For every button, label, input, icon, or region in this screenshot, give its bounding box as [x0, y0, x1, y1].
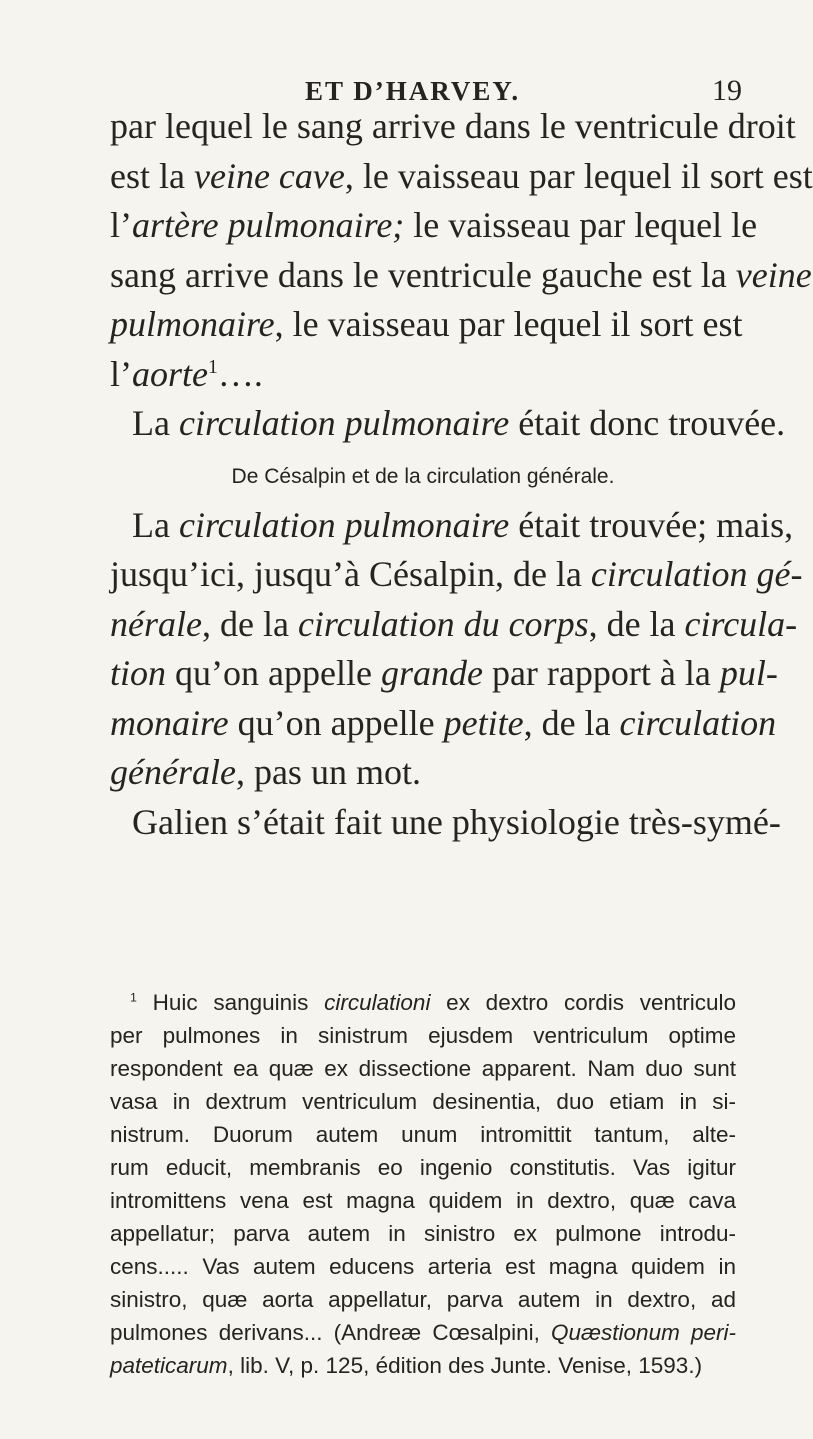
text-line: est la veine cave, le vaisseau par lequel il sort est — [110, 155, 813, 196]
paragraph-3 — [110, 798, 781, 848]
footnote-line: $^1$ Huic sanguinis circulationi ex dextro cordis ventriculo — [130, 990, 736, 1015]
text-line: jusqu’ici, jusqu’à Césalpin, de la circulation gé- — [110, 554, 803, 594]
footnote-line: rum educit, membranis eo ingenio constitutis. Vas igitur — [110, 1155, 736, 1180]
footnote-line: pateticarum, lib. V, p. 125, édition des Junte. Venise, 1593.) — [110, 1353, 703, 1378]
footnote — [110, 986, 736, 1382]
footnote-line: appellatur; parva autem in sinistro ex pulmone introdu- — [110, 1221, 736, 1246]
text-line: l’aorte$^1$…. — [110, 353, 263, 394]
text-line: La circulation pulmonaire était donc trouvée. — [132, 403, 786, 443]
footnote-line: cens..... Vas autem educens arteria est magna quidem in — [110, 1254, 736, 1279]
text-line: La circulation pulmonaire était trouvée; mais, — [132, 504, 794, 545]
page-number: 19 — [712, 74, 742, 107]
footnote-line: sinistro, quæ aorta appellatur, parva autem in dextro, ad — [110, 1287, 736, 1312]
paragraph-1 — [110, 102, 813, 449]
text-line: pulmonaire, le vaisseau par lequel il sort est — [110, 304, 743, 344]
footnote-line: pulmones derivans... (Andreæ Cœsalpini, Quæstionum peri- — [110, 1320, 736, 1345]
footnote-line: respondent ea quæ ex dissectione apparent. Nam duo sunt — [110, 1056, 736, 1081]
section-subheading: De Césalpin et de la circulation générale. — [231, 464, 615, 488]
text-line: sang arrive dans le ventricule gauche est la veine — [110, 254, 812, 295]
text-line: nérale, de la circulation du corps, de la circula- — [110, 603, 798, 644]
footnote-reference: 1 — [208, 355, 218, 378]
footnote-line: nistrum. Duorum autem unum intromittit tantum, alte- — [110, 1122, 736, 1147]
text-line: générale, pas un mot. — [110, 752, 421, 792]
main-text — [110, 102, 813, 847]
text-line: l’artère pulmonaire; le vaisseau par lequel le — [110, 205, 758, 245]
running-head-title: ET D’HARVEY. — [305, 76, 521, 106]
footnote-line: intromittens vena est magna quidem in dextro, quæ cava — [110, 1188, 736, 1213]
footnote-line: per pulmones in sinistrum ejusdem ventriculum optime — [110, 1023, 736, 1048]
paragraph-2 — [110, 501, 803, 798]
text-line: tion qu’on appelle grande par rapport à la pul- — [110, 653, 778, 693]
footnote-marker: 1 — [130, 990, 137, 1005]
text-line: monaire qu’on appelle petite, de la circulation — [110, 702, 777, 743]
text-line: par lequel le sang arrive dans le ventricule droit — [110, 106, 796, 146]
footnote-line: vasa in dextrum ventriculum desinentia, duo etiam in si- — [110, 1089, 736, 1114]
text-line: Galien s’était fait une physiologie très-symé- — [132, 801, 781, 842]
